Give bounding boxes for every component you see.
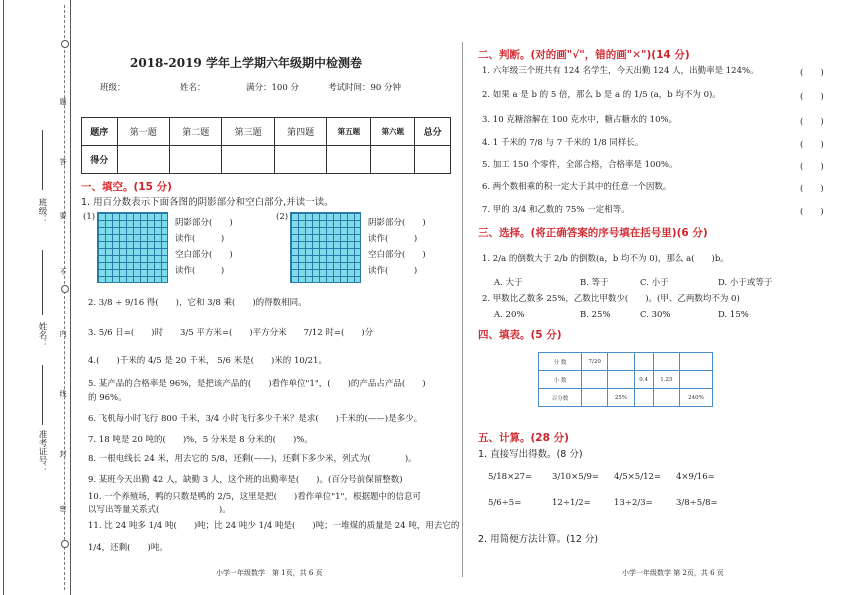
judge-answer-3[interactable]: ( ) <box>800 117 824 127</box>
exam-title: 2018-2019 学年上学期六年级期中检测卷 <box>130 56 362 70</box>
seal-char: 不 <box>59 268 67 275</box>
binding-hole <box>61 40 69 48</box>
judge-item-7: 7. 甲的 3/4 和乙数的 75% 一定相等。 <box>482 205 630 215</box>
score-header: 总分 <box>415 118 451 146</box>
footer-left: 小学一年级数学 第 1页，共 6 页 <box>216 569 323 577</box>
table-cell: 240% <box>679 389 712 407</box>
fig2-read2: 读作( ) <box>368 266 418 276</box>
table-cell[interactable] <box>653 353 679 371</box>
class-blank[interactable] <box>42 130 43 190</box>
binding-hole <box>61 285 69 293</box>
q1-text: 1. 用百分数表示下面各图的阴影部分和空白部分,并读一读。 <box>81 197 334 208</box>
table-cell: 百分数 <box>539 389 582 407</box>
table-cell[interactable] <box>634 389 653 407</box>
q3-text: 3. 5/6 日=( )时 3/5 平方米=( )平方分米 7/12 时=( )分 <box>88 328 374 338</box>
q11-text-cont: 1/4，还剩( )吨。 <box>88 543 168 553</box>
calc-sub1: 1. 直接写出得数。(8 分) <box>478 449 583 460</box>
choice-q2-opt-b[interactable]: B. 25% <box>580 310 611 320</box>
choice-q1-opt-b[interactable]: B. 等于 <box>580 278 609 288</box>
seal-char: 题 <box>59 98 67 105</box>
score-header: 第六题 <box>371 118 415 146</box>
score-cell[interactable] <box>170 146 222 174</box>
seal-char: 密 <box>59 505 67 512</box>
fig2-label: (2) <box>276 212 289 222</box>
grid-figure-2 <box>290 212 361 283</box>
seal-char: 内 <box>59 330 67 337</box>
name-label: 姓名： <box>37 322 47 348</box>
score-header: 第一题 <box>117 118 169 146</box>
q5-text-cont: 的 96%。 <box>88 393 127 403</box>
margin-inner-line <box>70 0 71 595</box>
fig1-read2: 读作( ) <box>175 266 225 276</box>
judge-item-3: 3. 10 克糖溶解在 100 克水中，糖占糖水的 10%。 <box>482 115 678 125</box>
choice-q2-opt-a[interactable]: A. 20% <box>494 310 525 320</box>
fig1-read: 读作( ) <box>175 234 225 244</box>
seal-char: 答 <box>59 158 67 165</box>
table-cell[interactable] <box>634 353 653 371</box>
judge-answer-6[interactable]: ( ) <box>800 184 824 194</box>
judge-item-1: 1. 六年级三个班共有 124 名学生，今天出勤 124 人，出勤率是 124%。 <box>482 66 759 76</box>
calc-item: 5/18×27= <box>488 472 533 482</box>
calc-item: 3/10×5/9= <box>552 472 600 482</box>
judge-item-2: 2. 如果 a 是 b 的 5 倍，那么 b 是 a 的 1/5 (a，b 均不为 0)。 <box>482 90 721 100</box>
choice-q2: 2. 甲数比乙数多 25%，乙数比甲数少( )。(甲、乙两数均不为 0) <box>482 294 740 304</box>
info-full-marks: 满分：100 分 <box>246 83 299 93</box>
info-name: 姓名： <box>180 83 206 93</box>
score-cell[interactable] <box>371 146 415 174</box>
margin-outer-line <box>3 0 4 595</box>
table-cell[interactable] <box>679 371 712 389</box>
table-cell: 25% <box>608 389 634 407</box>
binding-margin <box>0 0 72 595</box>
score-cell[interactable] <box>222 146 274 174</box>
grid-figure-1 <box>97 212 168 283</box>
q6-text: 6. 飞机每小时飞行 800 千米，3/4 小时飞行多少千米？是求( )千米的(——)是多少。 <box>88 414 423 424</box>
score-cell[interactable] <box>415 146 451 174</box>
choice-q1: 1. 2/a 的倒数大于 2/b 的倒数(a，b 均不为 0)，那么 a( )b。 <box>482 254 729 264</box>
fig1-shaded: 阴影部分( ) <box>175 218 233 228</box>
calc-item: 13÷2/3= <box>614 498 653 508</box>
calc-item: 5/6÷5= <box>488 498 522 508</box>
score-cell[interactable] <box>327 146 371 174</box>
fig1-blank: 空白部分( ) <box>175 250 233 260</box>
table-cell[interactable] <box>608 353 634 371</box>
table-cell: 1.25 <box>653 371 679 389</box>
judge-answer-2[interactable]: ( ) <box>800 92 824 102</box>
score-row-label: 得分 <box>82 146 118 174</box>
choice-q1-opt-d[interactable]: D. 小于或等于 <box>718 278 773 288</box>
binding-hole <box>61 540 69 548</box>
q10-text-cont: 以写出等量关系式( )。 <box>88 505 231 515</box>
section3-title: 三、选择。(将正确答案的序号填在括号里)(6 分) <box>478 227 708 239</box>
table-cell[interactable] <box>608 371 634 389</box>
score-cell[interactable] <box>117 146 169 174</box>
fig2-shaded: 阴影部分( ) <box>368 218 426 228</box>
q8-text: 8. 一根电线长 24 米，用去它的 5/8，还剩(——)，还剩下多少米，列式为( )。 <box>88 454 417 464</box>
seal-dashed-line <box>64 5 65 590</box>
footer-right: 小学一年级数学 第 2页，共 6 页 <box>622 569 724 577</box>
name-blank[interactable] <box>42 250 43 315</box>
table-cell[interactable] <box>679 353 712 371</box>
calc-sub2: 2. 用简便方法计算。(12 分) <box>478 534 599 545</box>
q5-text: 5. 某产品的合格率是 96%，是把该产品的( )看作单位"1"，( )的产品占产品( ) <box>88 379 426 389</box>
info-time: 考试时间：90 分钟 <box>328 83 402 93</box>
table-cell: 分 数 <box>539 353 582 371</box>
table-cell[interactable] <box>653 389 679 407</box>
judge-answer-4[interactable]: ( ) <box>800 140 824 150</box>
page-divider <box>462 42 463 577</box>
judge-item-5: 5. 加工 150 个零件，全部合格，合格率是 100%。 <box>482 160 678 170</box>
score-header: 第二题 <box>170 118 222 146</box>
score-header: 第五题 <box>327 118 371 146</box>
section5-title: 五、计算。(28 分) <box>478 432 569 444</box>
judge-item-4: 4. 1 千米的 7/8 与 7 千米的 1/8 同样长。 <box>482 138 644 148</box>
section1-title: 一、填空。(15 分) <box>81 181 172 193</box>
score-header: 第三题 <box>222 118 274 146</box>
judge-answer-1[interactable]: ( ) <box>800 68 824 78</box>
id-label: 准考证号： <box>37 430 47 473</box>
choice-q1-opt-a[interactable]: A. 大于 <box>494 278 523 288</box>
q2-text: 2. 3/8 ÷ 9/16 得( )，它和 3/8 乘( )的得数相同。 <box>88 298 307 308</box>
seal-char: 封 <box>59 450 67 457</box>
judge-answer-7[interactable]: ( ) <box>800 207 824 217</box>
fig2-read: 读作( ) <box>368 234 418 244</box>
judge-item-6: 6. 两个数相乘的积一定大于其中的任意一个因数。 <box>482 182 672 192</box>
q4-text: 4.( )千米的 4/5 是 20 千米， 5/6 米是( )米的 10/21。 <box>88 356 327 366</box>
score-header: 题序 <box>82 118 118 146</box>
table-cell[interactable] <box>582 371 608 389</box>
q9-text: 9. 某班今天出勤 42 人，缺勤 3 人，这个班的出勤率是( )。(百分号前保留整数) <box>88 475 403 485</box>
choice-q2-opt-d[interactable]: D. 15% <box>718 310 749 320</box>
q10-text: 10. 一个养殖场，鸭的只数是鸭的 2/5，这里是把( )看作单位"1"，根据题中的信息可 <box>88 492 421 502</box>
seal-char: 线 <box>59 390 67 397</box>
q7-text: 7. 18 吨是 20 吨的( )%，5 分米是 8 分米的( )%。 <box>88 435 313 445</box>
calc-item: 4/5×5/12= <box>614 472 662 482</box>
calc-item: 4×9/16= <box>676 472 715 482</box>
class-label: 班级： <box>37 198 47 224</box>
seal-char: 要 <box>59 212 67 219</box>
q11-text: 11. 比 24 吨多 1/4 吨( )吨；比 24 吨少 1/4 吨是( )吨；一堆煤的质量是 24 吨，用去它的 <box>88 521 460 531</box>
choice-q1-opt-c[interactable]: C. 小于 <box>640 278 669 288</box>
score-table <box>81 117 451 174</box>
fig2-blank: 空白部分( ) <box>368 250 426 260</box>
judge-answer-5[interactable]: ( ) <box>800 162 824 172</box>
conversion-table <box>538 352 713 407</box>
table-cell: 0.4 <box>634 371 653 389</box>
info-class: 班级： <box>100 83 126 93</box>
table-cell: 7/20 <box>582 353 608 371</box>
calc-item: 12÷1/2= <box>552 498 591 508</box>
table-cell[interactable] <box>582 389 608 407</box>
score-cell[interactable] <box>274 146 326 174</box>
choice-q2-opt-c[interactable]: C. 30% <box>640 310 671 320</box>
fig1-label: (1) <box>83 212 96 222</box>
section4-title: 四、填表。(5 分) <box>478 329 562 341</box>
section2-title: 二、判断。(对的画"√"，错的画"✕")(14 分) <box>478 49 690 61</box>
score-header: 第四题 <box>274 118 326 146</box>
id-blank[interactable] <box>42 365 43 425</box>
calc-item: 3/8÷5/8= <box>676 498 718 508</box>
table-cell: 小 数 <box>539 371 582 389</box>
